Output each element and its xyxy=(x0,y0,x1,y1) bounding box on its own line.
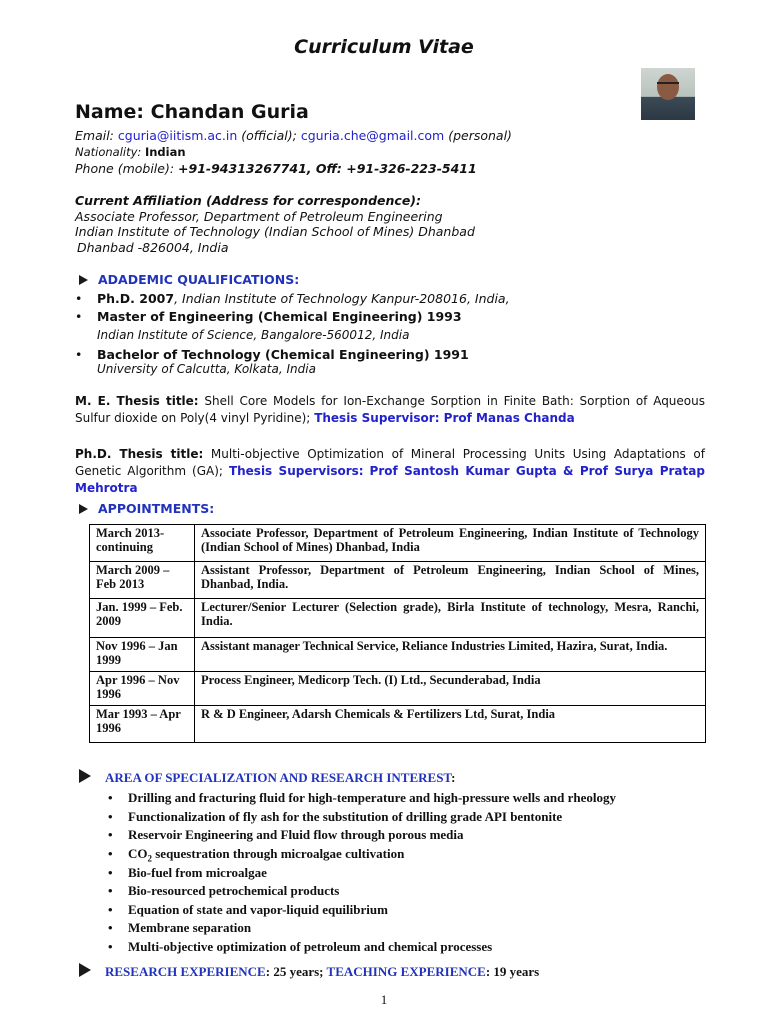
appointment-period: Jan. 1999 – Feb. 2009 xyxy=(90,599,195,638)
phd-thesis-text: Multi-objective Optimization of Mineral Processing Units Using Adaptations of Genetic Algorithm (GA); xyxy=(75,447,705,478)
list-item: • Bio-fuel from microalgae xyxy=(108,865,267,880)
affiliation-line-2: Indian Institute of Technology (Indian School of Mines) Dhanbad xyxy=(75,224,475,239)
phd-supervisor-label: Thesis Supervisors: xyxy=(228,464,364,478)
qualification-me-institute: Indian Institute of Science, Bangalore-560012, India xyxy=(97,328,410,342)
list-item: • Membrane separation xyxy=(108,920,252,935)
document-title: Curriculum Vitae xyxy=(294,36,474,58)
phd-thesis-label: Ph.D. Thesis title: xyxy=(75,447,204,461)
bullet-icon: • xyxy=(75,347,83,362)
phd-supervisors: Prof Santosh Kumar Gupta & Prof Surya Pratap Mehrotra xyxy=(75,464,705,495)
appointment-period: Nov 1996 – Jan 1999 xyxy=(90,638,195,672)
phone-label: Phone (mobile): xyxy=(75,161,175,176)
bullet-icon: • xyxy=(108,902,113,917)
appointment-period: Mar 1993 – Apr 1996 xyxy=(90,706,195,743)
arrow-bullet-icon xyxy=(79,275,88,285)
list-item: • Drilling and fracturing fluid for high-temperature and high-pressure wells and rheology xyxy=(108,790,617,805)
table-row xyxy=(90,599,706,638)
email-label: Email: xyxy=(75,128,114,143)
appointment-period: Apr 1996 – Nov 1996 xyxy=(90,672,195,706)
appointment-role: Process Engineer, Medicorp Tech. (I) Ltd., Secunderabad, India xyxy=(195,672,706,706)
appointment-role: Associate Professor, Department of Petroleum Engineering, Indian Institute of Technology (Indian School of Mines) Dhanbad, India xyxy=(195,525,706,562)
bullet-icon: • xyxy=(108,846,113,861)
phone-line xyxy=(75,161,477,176)
phd-thesis-paragraph xyxy=(75,446,705,497)
qualification-phd: • Ph.D. 2007, Indian Institute of Technology Kanpur-208016, India, xyxy=(75,291,510,306)
personal-tag: (personal) xyxy=(448,128,512,143)
appointments-table xyxy=(89,524,706,743)
phone-value: +91-94313267741, Off: +91-326-223-5411 xyxy=(178,161,477,176)
table-row xyxy=(90,562,706,599)
list-item: • Equation of state and vapor-liquid equilibrium xyxy=(108,902,388,917)
research-heading: AREA OF SPECIALIZATION AND RESEARCH INTEREST: xyxy=(79,769,455,786)
profile-photo-icon xyxy=(641,68,695,120)
page-number: 1 xyxy=(380,992,388,1007)
appointment-role: Lecturer/Senior Lecturer (Selection grade), Birla Institute of technology, Mesra, Ranchi, India. xyxy=(195,599,706,638)
email-line xyxy=(75,128,512,143)
list-item: • Reservoir Engineering and Fluid flow through porous media xyxy=(108,827,464,842)
appointment-period: March 2009 – Feb 2013 xyxy=(90,562,195,599)
bullet-icon: • xyxy=(108,939,113,954)
appointment-role: Assistant Professor, Department of Petroleum Engineering, Indian School of Mines, Dhanbad, India. xyxy=(195,562,706,599)
list-item: • Multi-objective optimization of petroleum and chemical processes xyxy=(108,939,493,954)
me-thesis-paragraph xyxy=(75,393,705,427)
appointment-role: Assistant manager Technical Service, Reliance Industries Limited, Hazira, Surat, India. xyxy=(195,638,706,672)
appointment-role: R & D Engineer, Adarsh Chemicals & Fertilizers Ltd, Surat, India xyxy=(195,706,706,743)
teaching-experience-label: TEACHING EXPERIENCE xyxy=(326,964,486,979)
affiliation-line-3: Dhanbad -826004, India xyxy=(77,240,229,255)
me-thesis-label: M. E. Thesis title: xyxy=(75,394,199,408)
qualifications-heading: ADADEMIC QUALIFICATIONS: xyxy=(79,272,299,287)
table-row xyxy=(90,672,706,706)
teaching-experience-value: : 19 years xyxy=(485,964,540,979)
candidate-name: Name: Chandan Guria xyxy=(75,101,309,123)
arrow-bullet-icon xyxy=(79,769,91,783)
research-experience-label: RESEARCH EXPERIENCE xyxy=(105,964,266,979)
bullet-icon: • xyxy=(75,291,83,306)
table-row xyxy=(90,706,706,743)
bullet-icon: • xyxy=(108,920,113,935)
official-tag: (official); xyxy=(241,128,297,143)
glasses-shape xyxy=(657,82,679,89)
table-row xyxy=(90,638,706,672)
bullet-icon: • xyxy=(108,883,113,898)
bullet-icon: • xyxy=(75,309,83,324)
affiliation-line-1: Associate Professor, Department of Petroleum Engineering xyxy=(75,209,443,224)
list-item: • Functionalization of fly ash for the substitution of drilling grade API bentonite xyxy=(108,809,563,824)
arrow-bullet-icon xyxy=(79,504,88,514)
nationality-value: Indian xyxy=(144,145,186,159)
nationality-label: Nationality: xyxy=(75,145,142,159)
bullet-icon: • xyxy=(108,809,113,824)
bullet-icon: • xyxy=(108,865,113,880)
appointment-period: March 2013-continuing xyxy=(90,525,195,562)
email-personal-link[interactable]: cguria.che@gmail.com xyxy=(300,128,445,143)
list-item: • $CO_2$ sequestration through microalgae cultivation xyxy=(108,846,405,864)
bullet-icon: • xyxy=(108,827,113,842)
me-thesis-supervisor: Thesis Supervisor: Prof Manas Chanda xyxy=(314,411,575,425)
appointments-heading: APPOINTMENTS: xyxy=(79,501,214,516)
experience-line: RESEARCH EXPERIENCE: 25 years; TEACHING EXPERIENCE: 19 years xyxy=(79,963,539,980)
qualification-me: • Master of Engineering (Chemical Engineering) 1993 xyxy=(75,309,462,324)
list-item: • Bio-resourced petrochemical products xyxy=(108,883,340,898)
me-thesis-text: Shell Core Models for Ion-Exchange Sorption in Finite Bath: Sorption of Aqueous Sulfur dioxide on Poly(4 vinyl Pyridine); xyxy=(75,394,705,425)
email-official-link[interactable]: cguria@iitism.ac.in xyxy=(117,128,238,143)
table-row xyxy=(90,525,706,562)
research-experience-value: : 25 years xyxy=(265,964,320,979)
nationality-line xyxy=(75,145,186,159)
bullet-icon: • xyxy=(108,790,113,805)
arrow-bullet-icon xyxy=(79,963,91,977)
affiliation-heading: Current Affiliation (Address for correspondence): xyxy=(75,193,422,208)
qualification-btech-institute: University of Calcutta, Kolkata, India xyxy=(97,362,316,376)
qualification-btech: • Bachelor of Technology (Chemical Engineering) 1991 xyxy=(75,347,469,362)
